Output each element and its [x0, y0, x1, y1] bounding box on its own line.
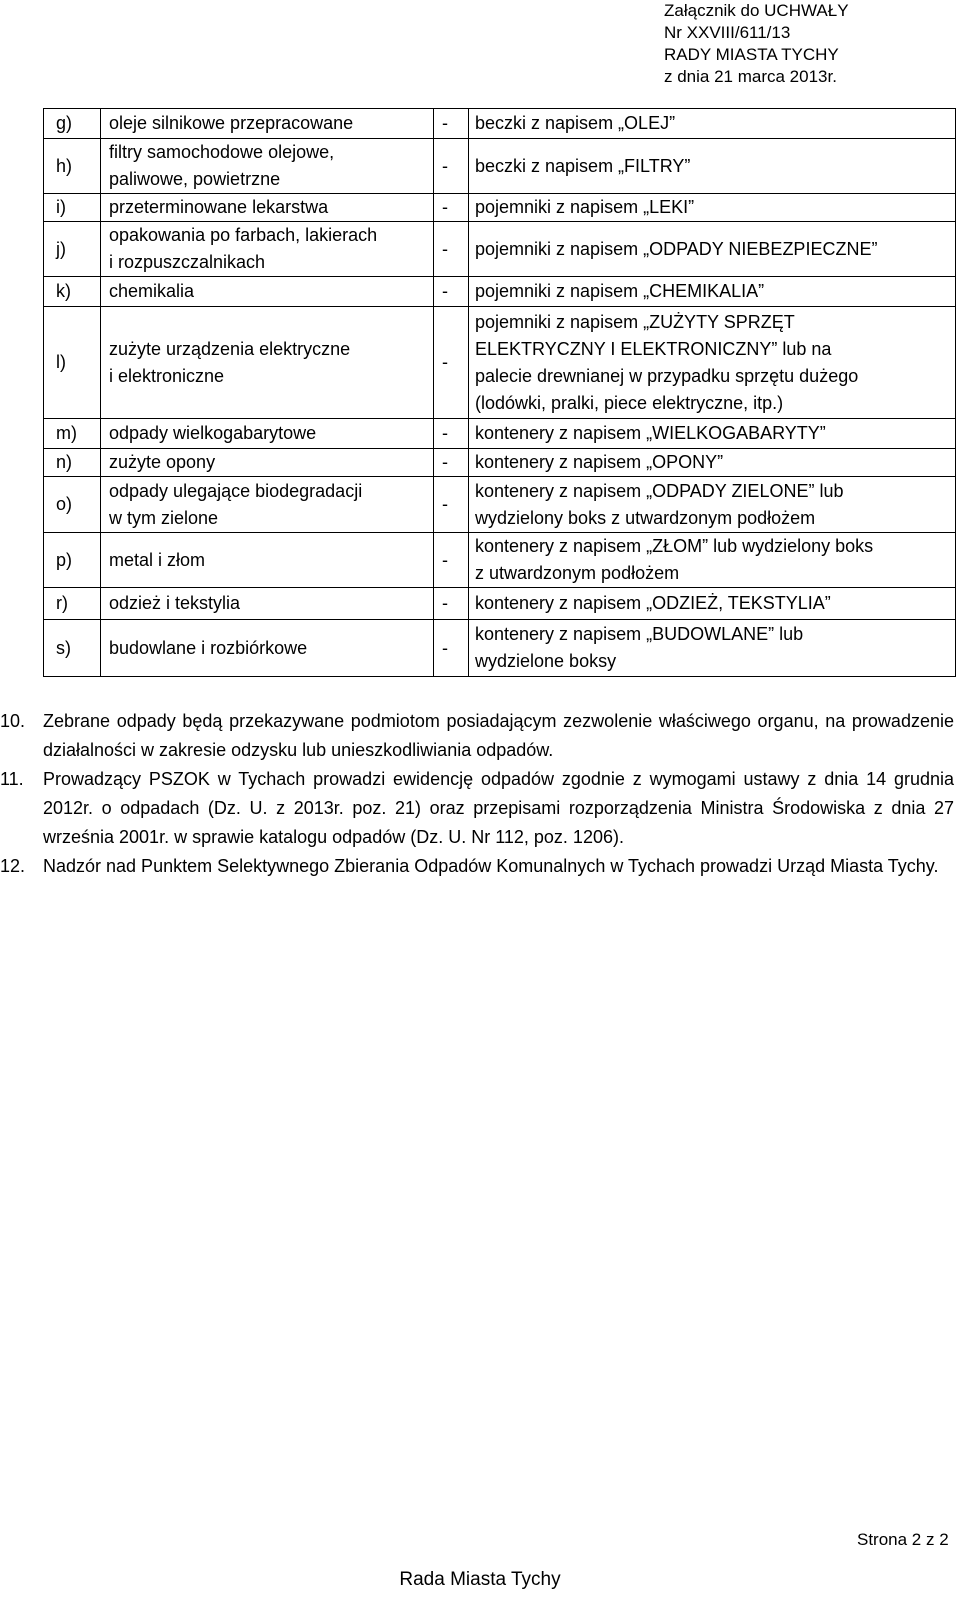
row-dash: - [434, 222, 469, 277]
header-line-3: RADY MIASTA TYCHY [664, 45, 839, 64]
row-dash: - [434, 194, 469, 222]
footer: Rada Miasta Tychy [399, 1569, 561, 1590]
container-description [469, 194, 956, 222]
container-description [469, 620, 956, 677]
container-line: pojemniki z napisem „LEKI” [475, 197, 695, 217]
waste-name-line: przeterminowane lekarstwa [109, 197, 329, 217]
note-text: Prowadzący PSZOK w Tychach prowadzi ewidencję odpadów zgodnie z wymogami ustawy z dnia 14 grudnia 2012r. o odpadach (Dz. U. z 2013r. poz. 21) oraz przepisami rozporządzenia Ministra Środowiska z dnia 27 września 2001r. w sprawie katalogu odpadów (Dz. U. Nr 112, poz. 1206). [43, 769, 954, 847]
container-description [469, 477, 956, 533]
waste-name [101, 222, 434, 277]
container-description [469, 419, 956, 449]
container-line: beczki z napisem „FILTRY” [475, 155, 691, 176]
waste-name-line: w tym zielone [109, 507, 219, 528]
waste-name [101, 588, 434, 620]
row-dash: - [434, 109, 469, 139]
waste-name-line: filtry samochodowe olejowe, [109, 142, 335, 162]
container-line: pojemniki z napisem „ZUŻYTY SPRZĘT [475, 311, 795, 332]
container-description [469, 307, 956, 419]
container-line: z utwardzonym podłożem [475, 563, 680, 583]
note-text: Nadzór nad Punktem Selektywnego Zbierania Odpadów Komunalnych w Tychach prowadzi Urząd Miasta Tychy. [43, 856, 939, 876]
notes-list [0, 707, 960, 881]
table-row [44, 533, 956, 588]
waste-name [101, 139, 434, 194]
container-line: kontenery z napisem „ODZIEŻ, TEKSTYLIA” [475, 593, 831, 613]
container-description [469, 533, 956, 588]
waste-name-line: budowlane i rozbiórkowe [109, 637, 308, 658]
document-header [664, 0, 954, 88]
row-dash: - [434, 588, 469, 620]
note-number: 12. [0, 856, 26, 876]
page-number: Strona 2 z 2 [857, 1530, 949, 1549]
container-line: beczki z napisem „OLEJ” [475, 113, 676, 133]
table-row [44, 477, 956, 533]
container-description [469, 449, 956, 477]
table-row [44, 620, 956, 677]
container-description [469, 109, 956, 139]
row-letter: n) [44, 449, 101, 477]
waste-name-line: chemikalia [109, 281, 195, 301]
row-dash: - [434, 449, 469, 477]
container-line: wydzielony boks z utwardzonym podłożem [475, 507, 816, 528]
container-line: (lodówki, pralki, piece elektryczne, itp.) [475, 392, 784, 413]
note-item [0, 765, 960, 852]
waste-name-line: i elektroniczne [109, 365, 225, 386]
waste-name-line: zużyte urządzenia elektryczne [109, 338, 351, 359]
waste-name-line: odpady wielkogabarytowe [109, 423, 317, 443]
container-description [469, 588, 956, 620]
table-row [44, 449, 956, 477]
row-letter: k) [44, 277, 101, 307]
waste-name [101, 419, 434, 449]
waste-name [101, 194, 434, 222]
row-dash: - [434, 533, 469, 588]
waste-name [101, 620, 434, 677]
row-letter: m) [44, 419, 101, 449]
table-row [44, 277, 956, 307]
note-number: 10. [0, 711, 26, 731]
row-dash: - [434, 419, 469, 449]
row-dash: - [434, 307, 469, 419]
row-letter: o) [44, 477, 101, 533]
waste-name [101, 277, 434, 307]
row-dash: - [434, 477, 469, 533]
row-letter: r) [44, 588, 101, 620]
row-dash: - [434, 620, 469, 677]
table-row [44, 307, 956, 419]
container-description [469, 222, 956, 277]
row-letter: i) [44, 194, 101, 222]
container-description [469, 277, 956, 307]
waste-name-line: zużyte opony [109, 452, 216, 472]
table-row [44, 419, 956, 449]
waste-name [101, 449, 434, 477]
waste-name-line: i rozpuszczalnikach [109, 252, 266, 272]
row-letter: l) [44, 307, 101, 419]
row-letter: s) [44, 620, 101, 677]
container-line: kontenery z napisem „OPONY” [475, 452, 724, 472]
waste-name-line: paliwowe, powietrzne [109, 169, 281, 189]
waste-table [43, 108, 956, 677]
container-line: wydzielone boksy [475, 651, 617, 671]
table-row [44, 139, 956, 194]
container-line: ELEKTRYCZNY I ELEKTRONICZNY” lub na [475, 338, 832, 359]
waste-table-body [44, 109, 956, 677]
row-dash: - [434, 139, 469, 194]
waste-name-line: opakowania po farbach, lakierach [109, 225, 378, 245]
waste-name-line: metal i złom [109, 549, 206, 570]
row-letter: g) [44, 109, 101, 139]
row-dash: - [434, 277, 469, 307]
container-line: kontenery z napisem „ZŁOM” lub wydzielony boks [475, 536, 874, 556]
container-line: pojemniki z napisem „CHEMIKALIA” [475, 281, 765, 301]
container-line: pojemniki z napisem „ODPADY NIEBEZPIECZNE” [475, 238, 878, 259]
container-line: kontenery z napisem „WIELKOGABARYTY” [475, 423, 826, 443]
row-letter: j) [44, 222, 101, 277]
header-line-4: z dnia 21 marca 2013r. [664, 67, 837, 86]
note-text: Zebrane odpady będą przekazywane podmiotom posiadającym zezwolenie właściwego organu, na prowadzenie działalności w zakresie odzysku lub unieszkodliwiania odpadów. [43, 711, 954, 760]
table-row [44, 194, 956, 222]
waste-name [101, 477, 434, 533]
waste-name [101, 307, 434, 419]
waste-name [101, 109, 434, 139]
waste-name-line: odpady ulegające biodegradacji [109, 480, 363, 501]
note-number: 11. [0, 769, 24, 789]
header-line-1: Załącznik do UCHWAŁY [664, 1, 849, 20]
container-line: kontenery z napisem „BUDOWLANE” lub [475, 624, 804, 644]
table-row [44, 109, 956, 139]
table-row [44, 588, 956, 620]
container-line: kontenery z napisem „ODPADY ZIELONE” lub [475, 480, 844, 501]
waste-name-line: oleje silnikowe przepracowane [109, 113, 354, 133]
waste-name-line: odzież i tekstylia [109, 593, 241, 613]
header-line-2: Nr XXVIII/611/13 [664, 23, 791, 42]
row-letter: h) [44, 139, 101, 194]
note-item [0, 852, 960, 881]
container-line: palecie drewnianej w przypadku sprzętu dużego [475, 365, 859, 386]
row-letter: p) [44, 533, 101, 588]
note-item [0, 707, 960, 765]
container-description [469, 139, 956, 194]
waste-name [101, 533, 434, 588]
table-row [44, 222, 956, 277]
